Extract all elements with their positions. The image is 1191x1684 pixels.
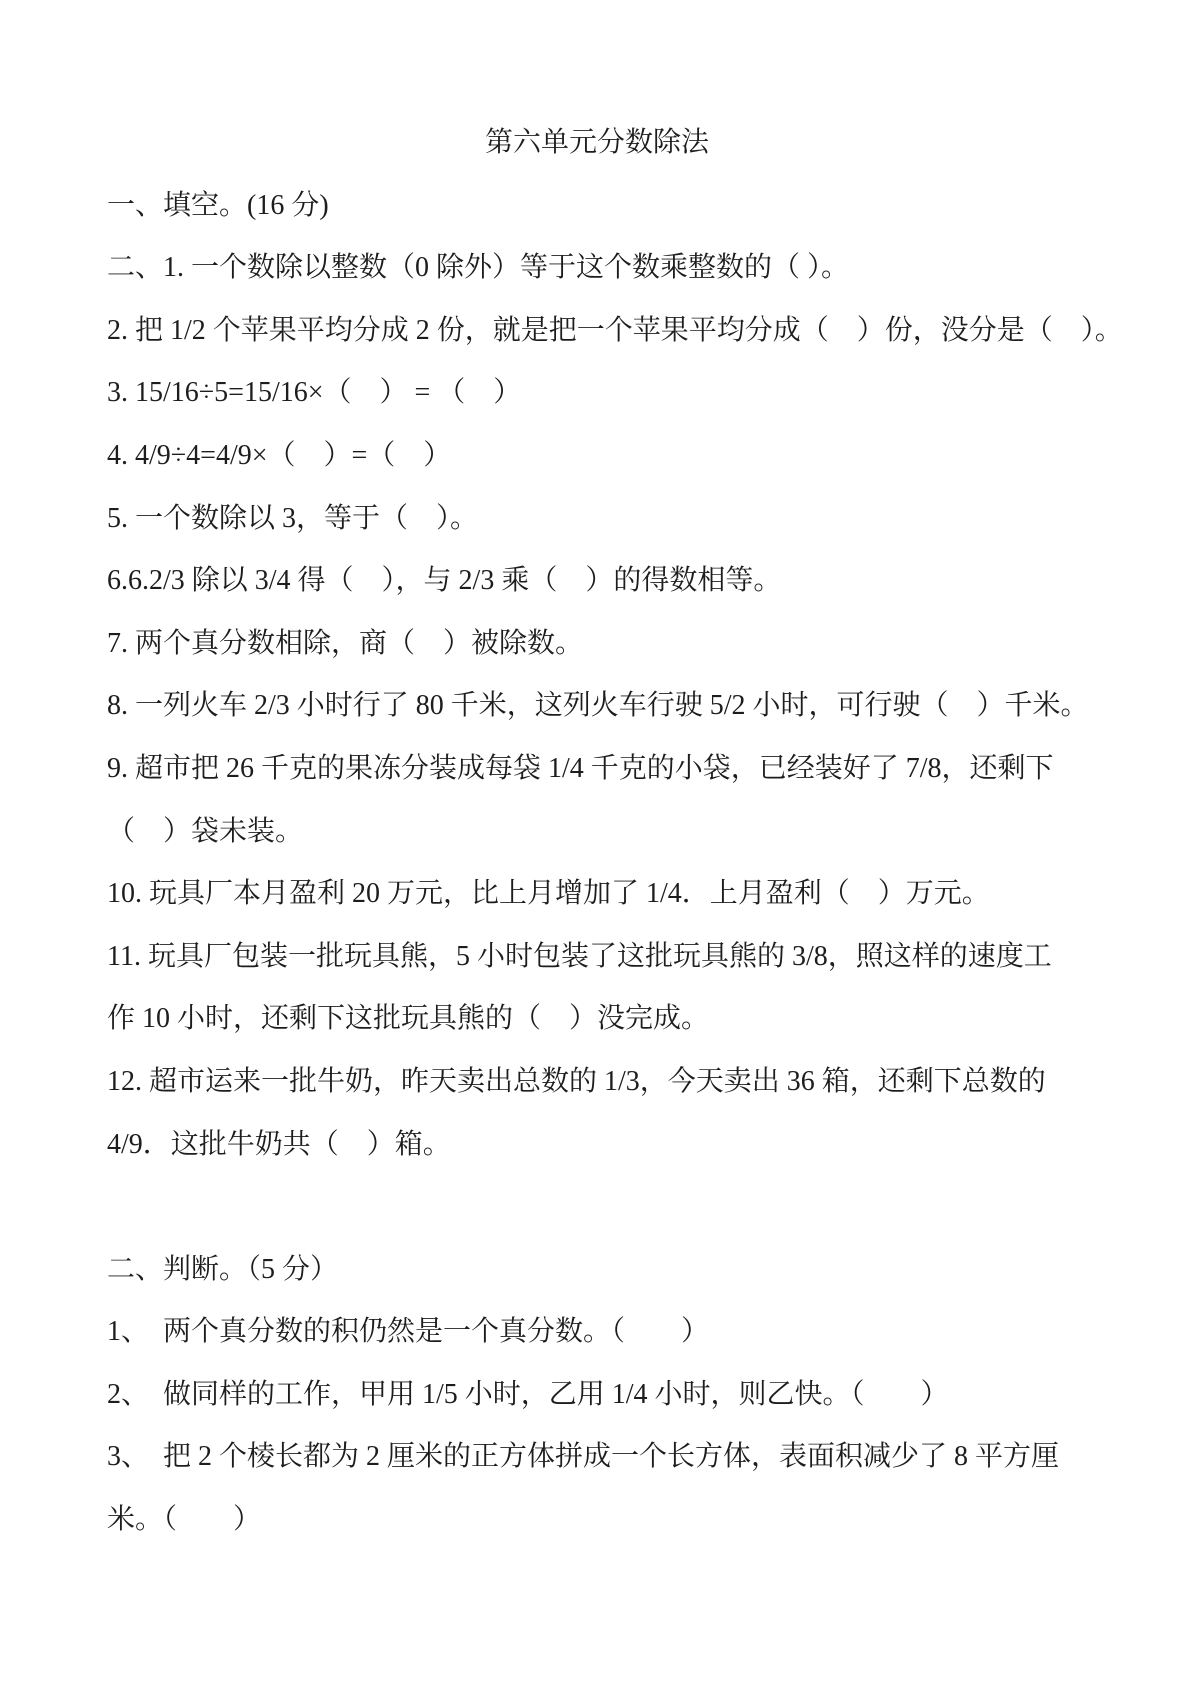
fill-in-question-11-line-2: 作 10 小时，还剩下这批玩具熊的（ ）没完成。 — [107, 1003, 710, 1035]
fill-in-question-5: 5. 一个数除以 3，等于（ ）。 — [107, 502, 479, 534]
fill-in-question-10: 10. 玩具厂本月盈利 20 万元，比上月增加了 1/4．上月盈利（ ）万元。 — [107, 878, 990, 910]
fill-in-question-1: 二、1. 一个数除以整数（0 除外）等于这个数乘整数的（ ）。 — [107, 252, 850, 284]
fill-in-question-9-line-2: （ ）袋未装。 — [107, 815, 304, 847]
section-fill-in-heading: 一、填空。(16 分) — [107, 189, 329, 221]
judge-question-2: 2、 做同样的工作，甲用 1/5 小时，乙用 1/4 小时，则乙快。（ ） — [107, 1378, 949, 1410]
worksheet-page — [107, 112, 1123, 1552]
fill-in-question-2: 2. 把 1/2 个苹果平均分成 2 份，就是把一个苹果平均分成（ ）份，没分是（ ）。 — [107, 314, 1123, 346]
fill-in-question-8: 8. 一列火车 2/3 小时行了 80 千米，这列火车行驶 5/2 小时，可行驶（ ）千米。 — [107, 690, 1089, 722]
section-judge-heading: 二、判断。（5 分） — [107, 1253, 339, 1285]
fill-in-question-3: 3. 15/16÷5=15/16×（ ） = （ ） — [107, 377, 522, 409]
fill-in-question-6: 6.6.2/3 除以 3/4 得（ ），与 2/3 乘（ ）的得数相等。 — [107, 565, 782, 597]
page-title: 第六单元分数除法 — [484, 127, 709, 158]
judge-question-3-line-2: 米。（ ） — [107, 1504, 262, 1536]
blank-spacer-line — [107, 1176, 1087, 1239]
judge-question-1: 1、 两个真分数的积仍然是一个真分数。（ ） — [107, 1316, 710, 1348]
judge-question-3-line-1: 3、 把 2 个棱长都为 2 厘米的正方体拼成一个长方体，表面积减少了 8 平方厘 — [107, 1441, 1060, 1473]
fill-in-question-11-line-1: 11. 玩具厂包装一批玩具熊，5 小时包装了这批玩具熊的 3/8，照这样的速度工 — [107, 940, 1052, 972]
fill-in-question-4: 4. 4/9÷4=4/9×（ ）=（ ） — [107, 439, 452, 471]
fill-in-question-12-line-1: 12. 超市运来一批牛奶，昨天卖出总数的 1/3，今天卖出 36 箱，还剩下总数的 — [107, 1065, 1046, 1097]
fill-in-question-9-line-1: 9. 超市把 26 千克的果冻分装成每袋 1/4 千克的小袋，已经装好了 7/8，还剩下 — [107, 752, 1054, 784]
fill-in-question-7: 7. 两个真分数相除，商（ ）被除数。 — [107, 627, 584, 659]
fill-in-question-12-line-2: 4/9．这批牛奶共（ ）箱。 — [107, 1128, 451, 1160]
